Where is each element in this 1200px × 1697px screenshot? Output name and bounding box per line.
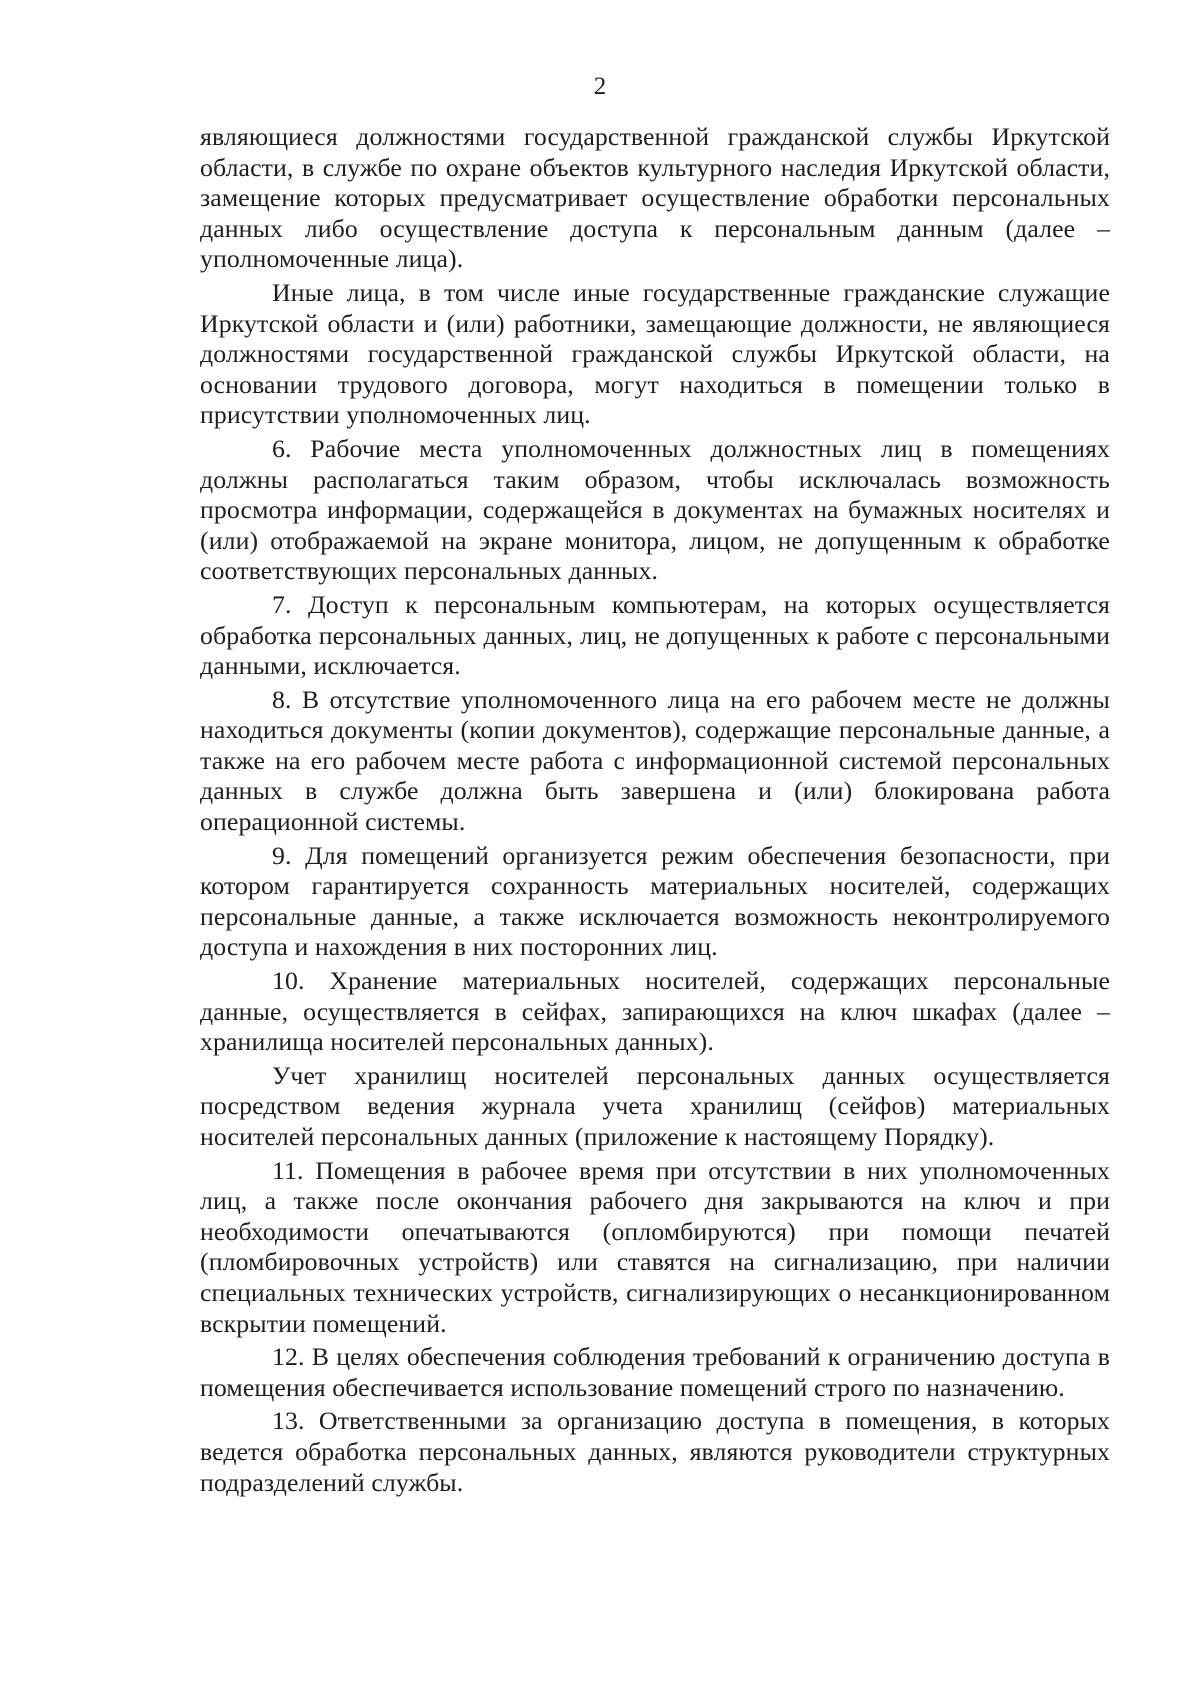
paragraph-item-8: 8. В отсутствие уполномоченного лица на его рабочем месте не должны находиться документы (копии документов), содержащие персональные данные, а также на его рабочем месте работа с информационной системой персональных данных в службе должна быть завершена и (или) блокирована работа операционной системы. xyxy=(200,684,1110,837)
paragraph-item-11: 11. Помещения в рабочее время при отсутствии в них уполномоченных лиц, а также после окончания рабочего дня закрываются на ключ и при необходимости опечатываются (опломбируются) при помощи печатей (пломбировочных устройств) или ставятся на сигнализацию, при наличии специальных технических устройств, сигнализирующих о несанкционированном вскрытии помещений. xyxy=(200,1155,1110,1338)
paragraph-item-12: 12. В целях обеспечения соблюдения требований к ограничению доступа в помещения обеспечивается использование помещений строго по назначению. xyxy=(200,1342,1110,1402)
paragraph-item-13: 13. Ответственными за организацию доступа в помещения, в которых ведется обработка персональных данных, являются руководители структурных подразделений службы. xyxy=(200,1406,1110,1497)
paragraph-continuation: являющиеся должностями государственной гражданской службы Иркутской области, в службе по охране объектов культурного наследия Иркутской области, замещение которых предусматривает осуществление обработки персональных данных либо осуществление доступа к персональным данным (далее – уполномоченные лица). xyxy=(200,122,1110,274)
page-number: 2 xyxy=(593,73,607,100)
paragraph-item-10: 10. Хранение материальных носителей, содержащих персональные данные, осуществляется в сейфах, запирающихся на ключ шкафах (далее – хранилища носителей персональных данных). xyxy=(200,966,1110,1057)
paragraph-other-persons: Иные лица, в том числе иные государственные гражданские служащие Иркутской области и (или) работники, замещающие должности, не являющиеся должностями государственной гражданской службы Иркутской области, на основании трудового договора, могут находиться в помещении только в присутствии уполномоченных лиц. xyxy=(200,277,1110,430)
paragraph-storage-accounting: Учет хранилищ носителей персональных данных осуществляется посредством ведения журнала учета хранилищ (сейфов) материальных носителей персональных данных (приложение к настоящему Порядку). xyxy=(200,1060,1110,1151)
paragraph-item-7: 7. Доступ к персональным компьютерам, на которых осуществляется обработка персональных данных, лиц, не допущенных к работе с персональными данными, исключается. xyxy=(200,589,1110,681)
document-body xyxy=(200,122,1110,1501)
paragraph-item-9: 9. Для помещений организуется режим обеспечения безопасности, при котором гарантируется сохранность материальных носителей, содержащих персональные данные, а также исключается возможность неконтролируемого доступа и нахождения в них посторонних лиц. xyxy=(200,840,1110,962)
paragraph-item-6: 6. Рабочие места уполномоченных должностных лиц в помещениях должны располагаться таким образом, чтобы исключалась возможность просмотра информации, содержащейся в документах на бумажных носителях и (или) отображаемой на экране монитора, лицом, не допущенным к обработке соответствующих персональных данных. xyxy=(200,433,1110,586)
